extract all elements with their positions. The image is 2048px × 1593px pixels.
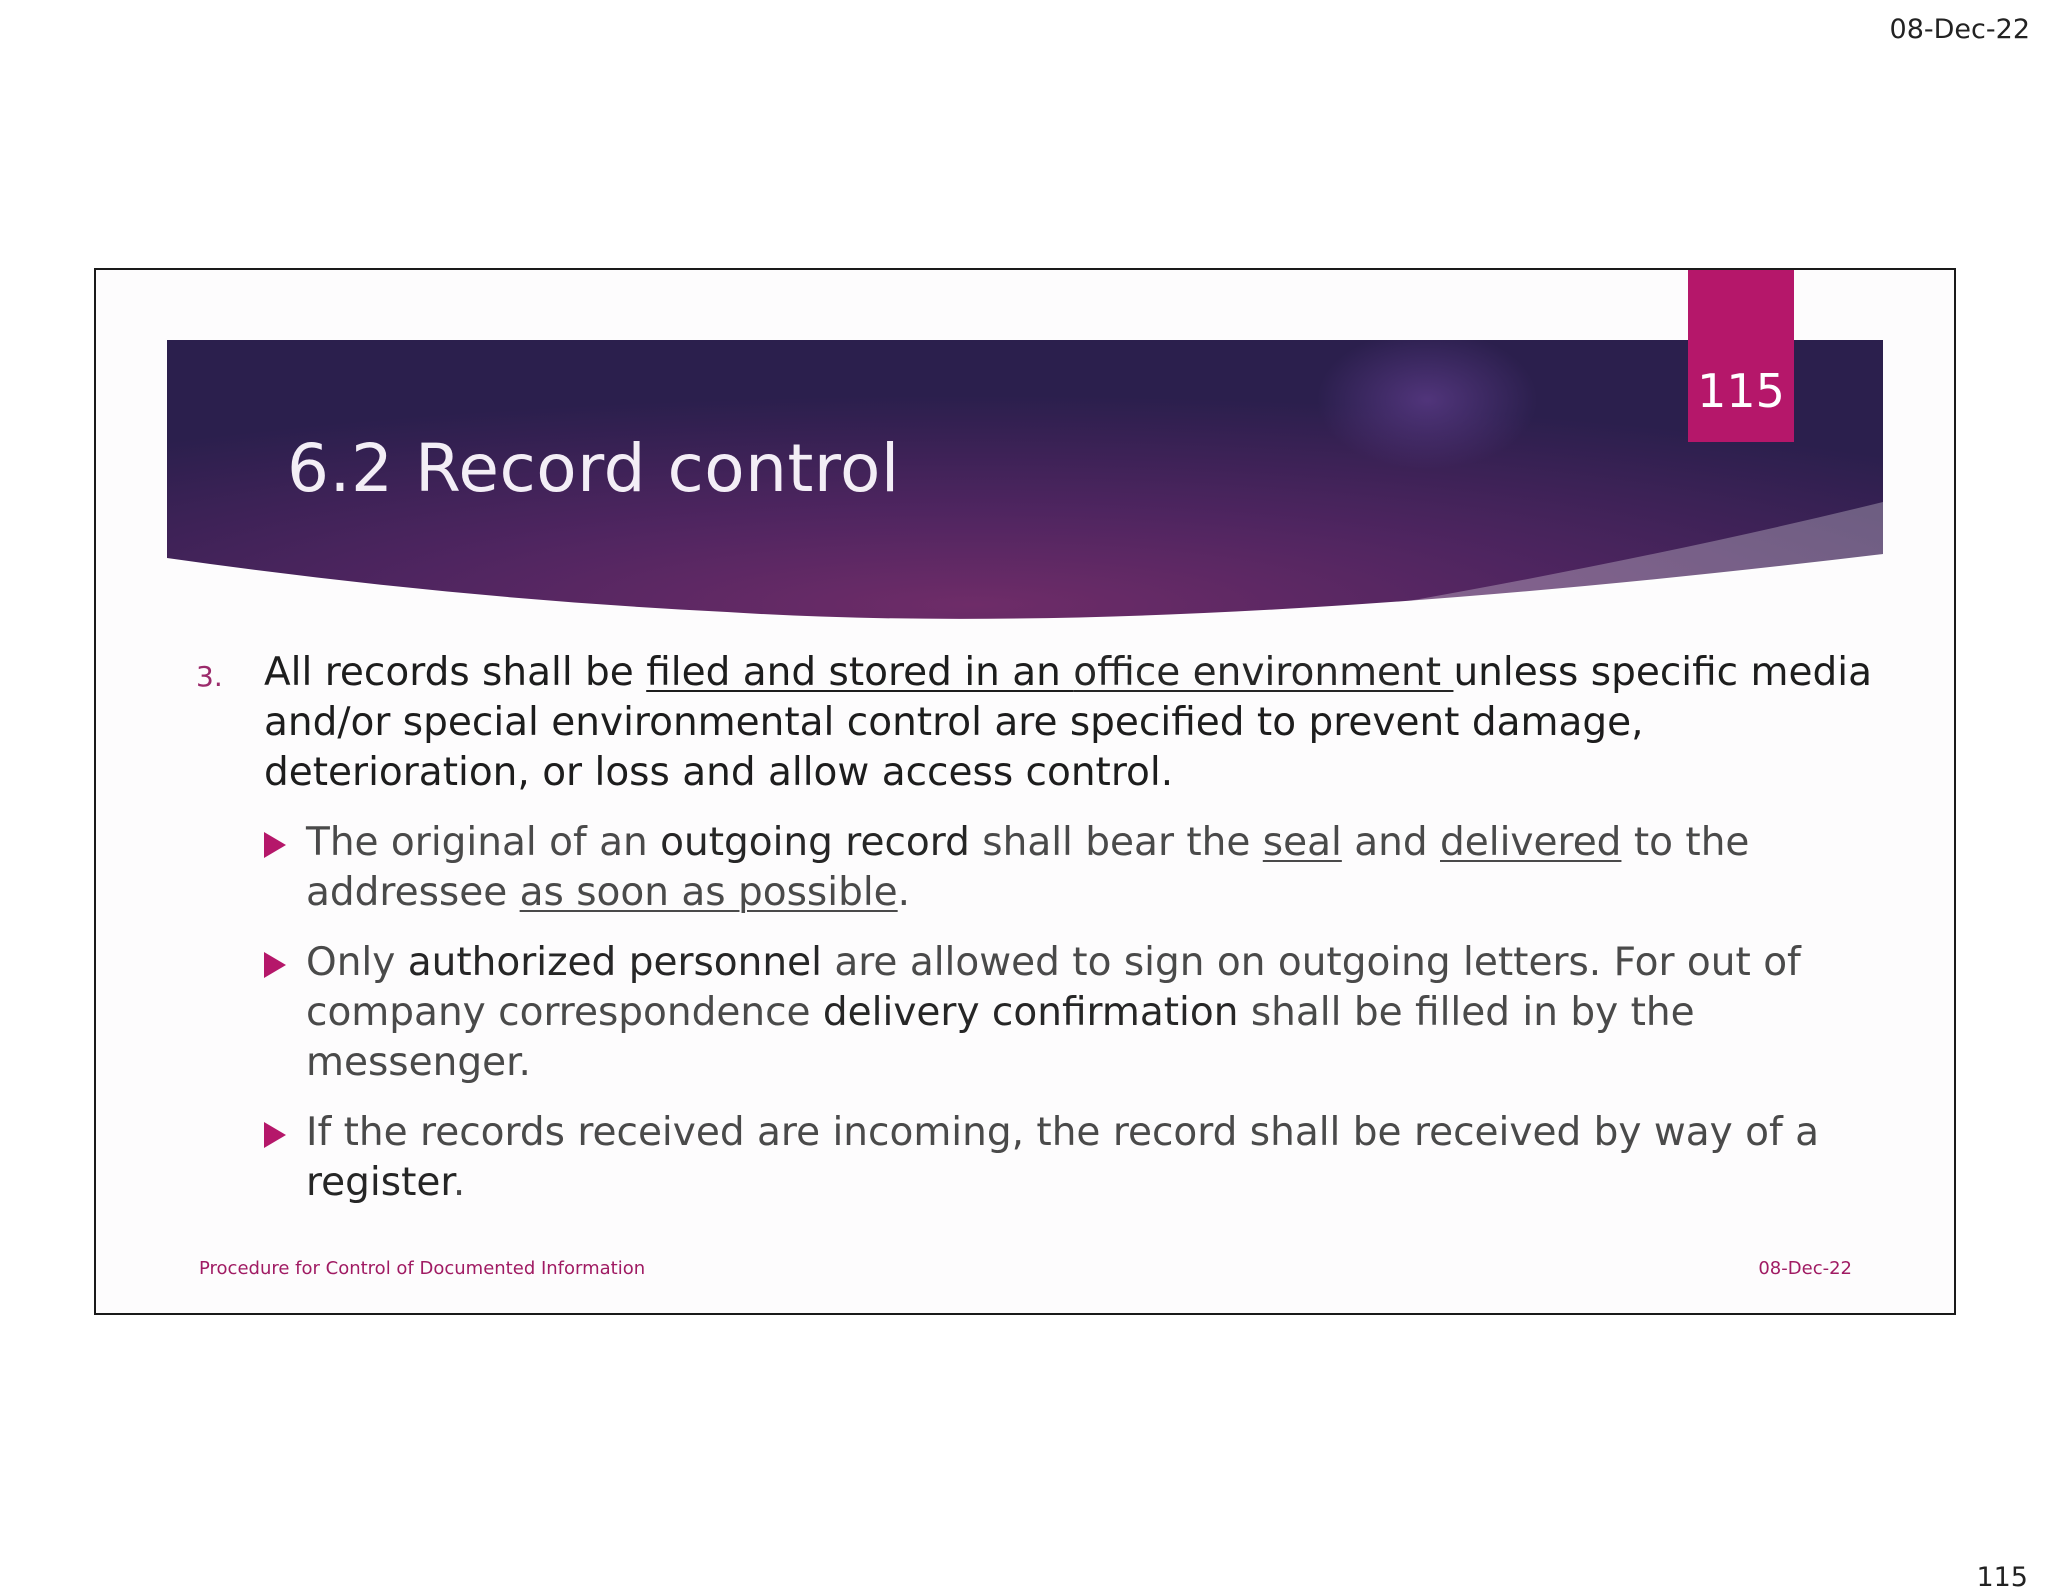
item-text: unless specific media and/or special environmental control are specified to prevent damage, deterioration, or loss and allow access control. (264, 650, 1872, 795)
bullet-emphasis: authorized personnel (407, 940, 822, 985)
bullet-text: and (1341, 820, 1441, 865)
bullet-item (264, 938, 1896, 1088)
bullet-underlined-text: seal (1262, 820, 1342, 865)
item-text: All records shall be (264, 650, 647, 695)
item-underlined-text: filed and stored in an (646, 650, 1074, 695)
slide-title: 6.2 Record control (287, 430, 900, 507)
bullet-text: . (897, 870, 911, 915)
list-item (196, 648, 1896, 798)
triangle-bullet-icon (264, 832, 286, 858)
page-number: 115 (1976, 1562, 2028, 1593)
bullet-item (264, 1108, 1896, 1208)
bullet-text: The original of an (306, 820, 661, 865)
triangle-bullet-icon (264, 952, 286, 978)
item-emphasis: office environment (1073, 650, 1454, 695)
page-date: 08-Dec-22 (1889, 14, 2030, 45)
bullet-text: If the records received are incoming, the record shall be received by way of a (306, 1110, 1820, 1155)
footer-date: 08-Dec-22 (1758, 1258, 1852, 1279)
bullet-underlined-text: as soon as possible (519, 870, 898, 915)
slide-number: 115 (1697, 364, 1785, 418)
item-number: 3. (196, 660, 223, 693)
bullet-text: . (452, 1160, 466, 1205)
bullet-emphasis: register (306, 1160, 453, 1205)
bullet-underlined-text: delivered (1440, 820, 1622, 865)
slide (94, 268, 1956, 1315)
bullet-text: shall bear the (969, 820, 1263, 865)
bullet-emphasis: outgoing record (660, 820, 970, 865)
footer-title: Procedure for Control of Documented Information (199, 1258, 646, 1279)
triangle-bullet-icon (264, 1122, 286, 1148)
bullet-item (264, 818, 1896, 918)
bullet-text: shall be filled in by the messenger. (306, 990, 1695, 1085)
bullet-text: to the addressee (306, 820, 1750, 915)
bullet-text: Only (306, 940, 408, 985)
bullet-text: are allowed to sign on outgoing letters. For out of company correspondence (306, 940, 1801, 1035)
bullet-list (196, 818, 1896, 1208)
slide-content (196, 648, 1896, 1228)
slide-number-tab (1688, 270, 1794, 442)
bullet-emphasis: delivery confirmation (822, 990, 1239, 1035)
